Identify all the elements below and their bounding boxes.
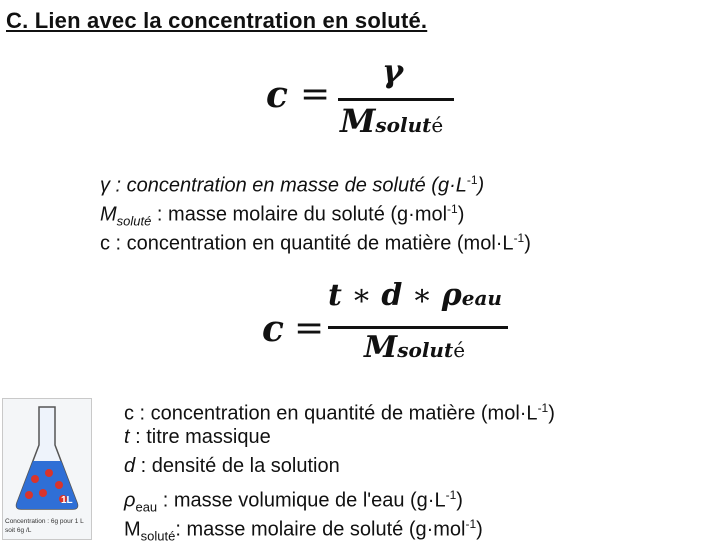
- formula-mass-concentration: [266, 52, 466, 152]
- def-symbol: M: [100, 203, 117, 226]
- operator: ∗: [402, 278, 442, 313]
- formula-lhs: c: [266, 74, 288, 116]
- denominator: [340, 102, 443, 140]
- denominator-main: M: [340, 102, 376, 140]
- definition-line: [100, 224, 531, 253]
- def-symbol: c: [100, 232, 110, 255]
- definition-line: [124, 423, 555, 452]
- definition-line: [100, 195, 531, 229]
- def-text: : masse volumique de l'eau (g·L: [157, 489, 446, 512]
- flask-caption-1: Concentration : 6g pour 1 L: [5, 518, 84, 525]
- def-symbol: γ: [100, 174, 110, 197]
- numerator-d: d: [381, 278, 403, 313]
- denominator-sub-tail: é: [453, 338, 466, 362]
- def-close: ): [456, 489, 463, 512]
- def-exponent: -1: [466, 173, 478, 187]
- fraction-bar: [328, 326, 508, 329]
- denominator-sub: solut: [375, 113, 432, 137]
- def-close: ): [524, 232, 531, 255]
- def-exponent: -1: [447, 202, 458, 216]
- operator: ∗: [341, 278, 382, 313]
- erlenmeyer-flask-icon: [3, 399, 91, 539]
- equals-sign: =: [294, 308, 325, 349]
- def-exponent: -1: [513, 231, 525, 245]
- def-subscript: soluté: [116, 213, 152, 229]
- definition-line: [124, 510, 555, 544]
- def-text: : densité de la solution: [135, 455, 340, 477]
- definition-line: [124, 481, 555, 515]
- def-exponent: -1: [537, 401, 549, 415]
- fraction-bar: [338, 98, 454, 101]
- def-symbol: ρ: [124, 489, 136, 512]
- numerator-rho: ρ: [441, 278, 462, 313]
- numerator: γ: [382, 52, 404, 90]
- flask-caption-2: soit 6g /L: [5, 527, 32, 534]
- numerator-rho-sub: eau: [461, 286, 502, 310]
- denominator-sub-tail: é: [431, 113, 444, 137]
- def-symbol: M: [124, 518, 141, 541]
- def-subscript: soluté: [140, 528, 176, 544]
- slide-title: C. Lien avec la concentration en soluté.: [6, 8, 428, 33]
- def-text: : concentration en quantité de matière (mol·L: [110, 232, 514, 255]
- numerator: [328, 278, 502, 313]
- def-text: : concentration en masse de soluté (g·L: [110, 174, 467, 197]
- def-close: ): [477, 174, 485, 197]
- definitions-block-2: [124, 394, 555, 544]
- def-symbol: c: [124, 402, 134, 425]
- definition-line: [124, 452, 555, 481]
- def-close: ): [476, 518, 483, 541]
- def-text: : masse molaire du soluté (g·mol: [151, 203, 448, 226]
- denominator-main: M: [364, 330, 398, 365]
- def-text: : masse molaire de soluté (g·mol: [175, 518, 466, 541]
- def-symbol: t: [124, 426, 130, 448]
- numerator-t: t: [328, 278, 342, 313]
- def-close: ): [457, 203, 465, 226]
- equals-sign: =: [300, 74, 331, 115]
- def-subscript: eau: [135, 499, 158, 515]
- denominator-sub: solut: [397, 338, 454, 362]
- definition-line: [124, 394, 555, 423]
- volume-label: 1L: [61, 495, 73, 506]
- flask-image: [2, 398, 92, 540]
- def-symbol: d: [124, 455, 136, 477]
- formula-lhs: c: [262, 308, 284, 350]
- definitions-block-1: [100, 166, 531, 253]
- denominator: [364, 330, 465, 365]
- def-close: ): [548, 402, 555, 425]
- def-exponent: -1: [465, 517, 477, 531]
- def-text: : titre massique: [129, 426, 271, 448]
- definition-line: [100, 166, 531, 195]
- formula-molar-concentration: [262, 276, 522, 376]
- def-exponent: -1: [445, 488, 457, 502]
- def-text: : concentration en quantité de matière (mol·L: [134, 402, 538, 425]
